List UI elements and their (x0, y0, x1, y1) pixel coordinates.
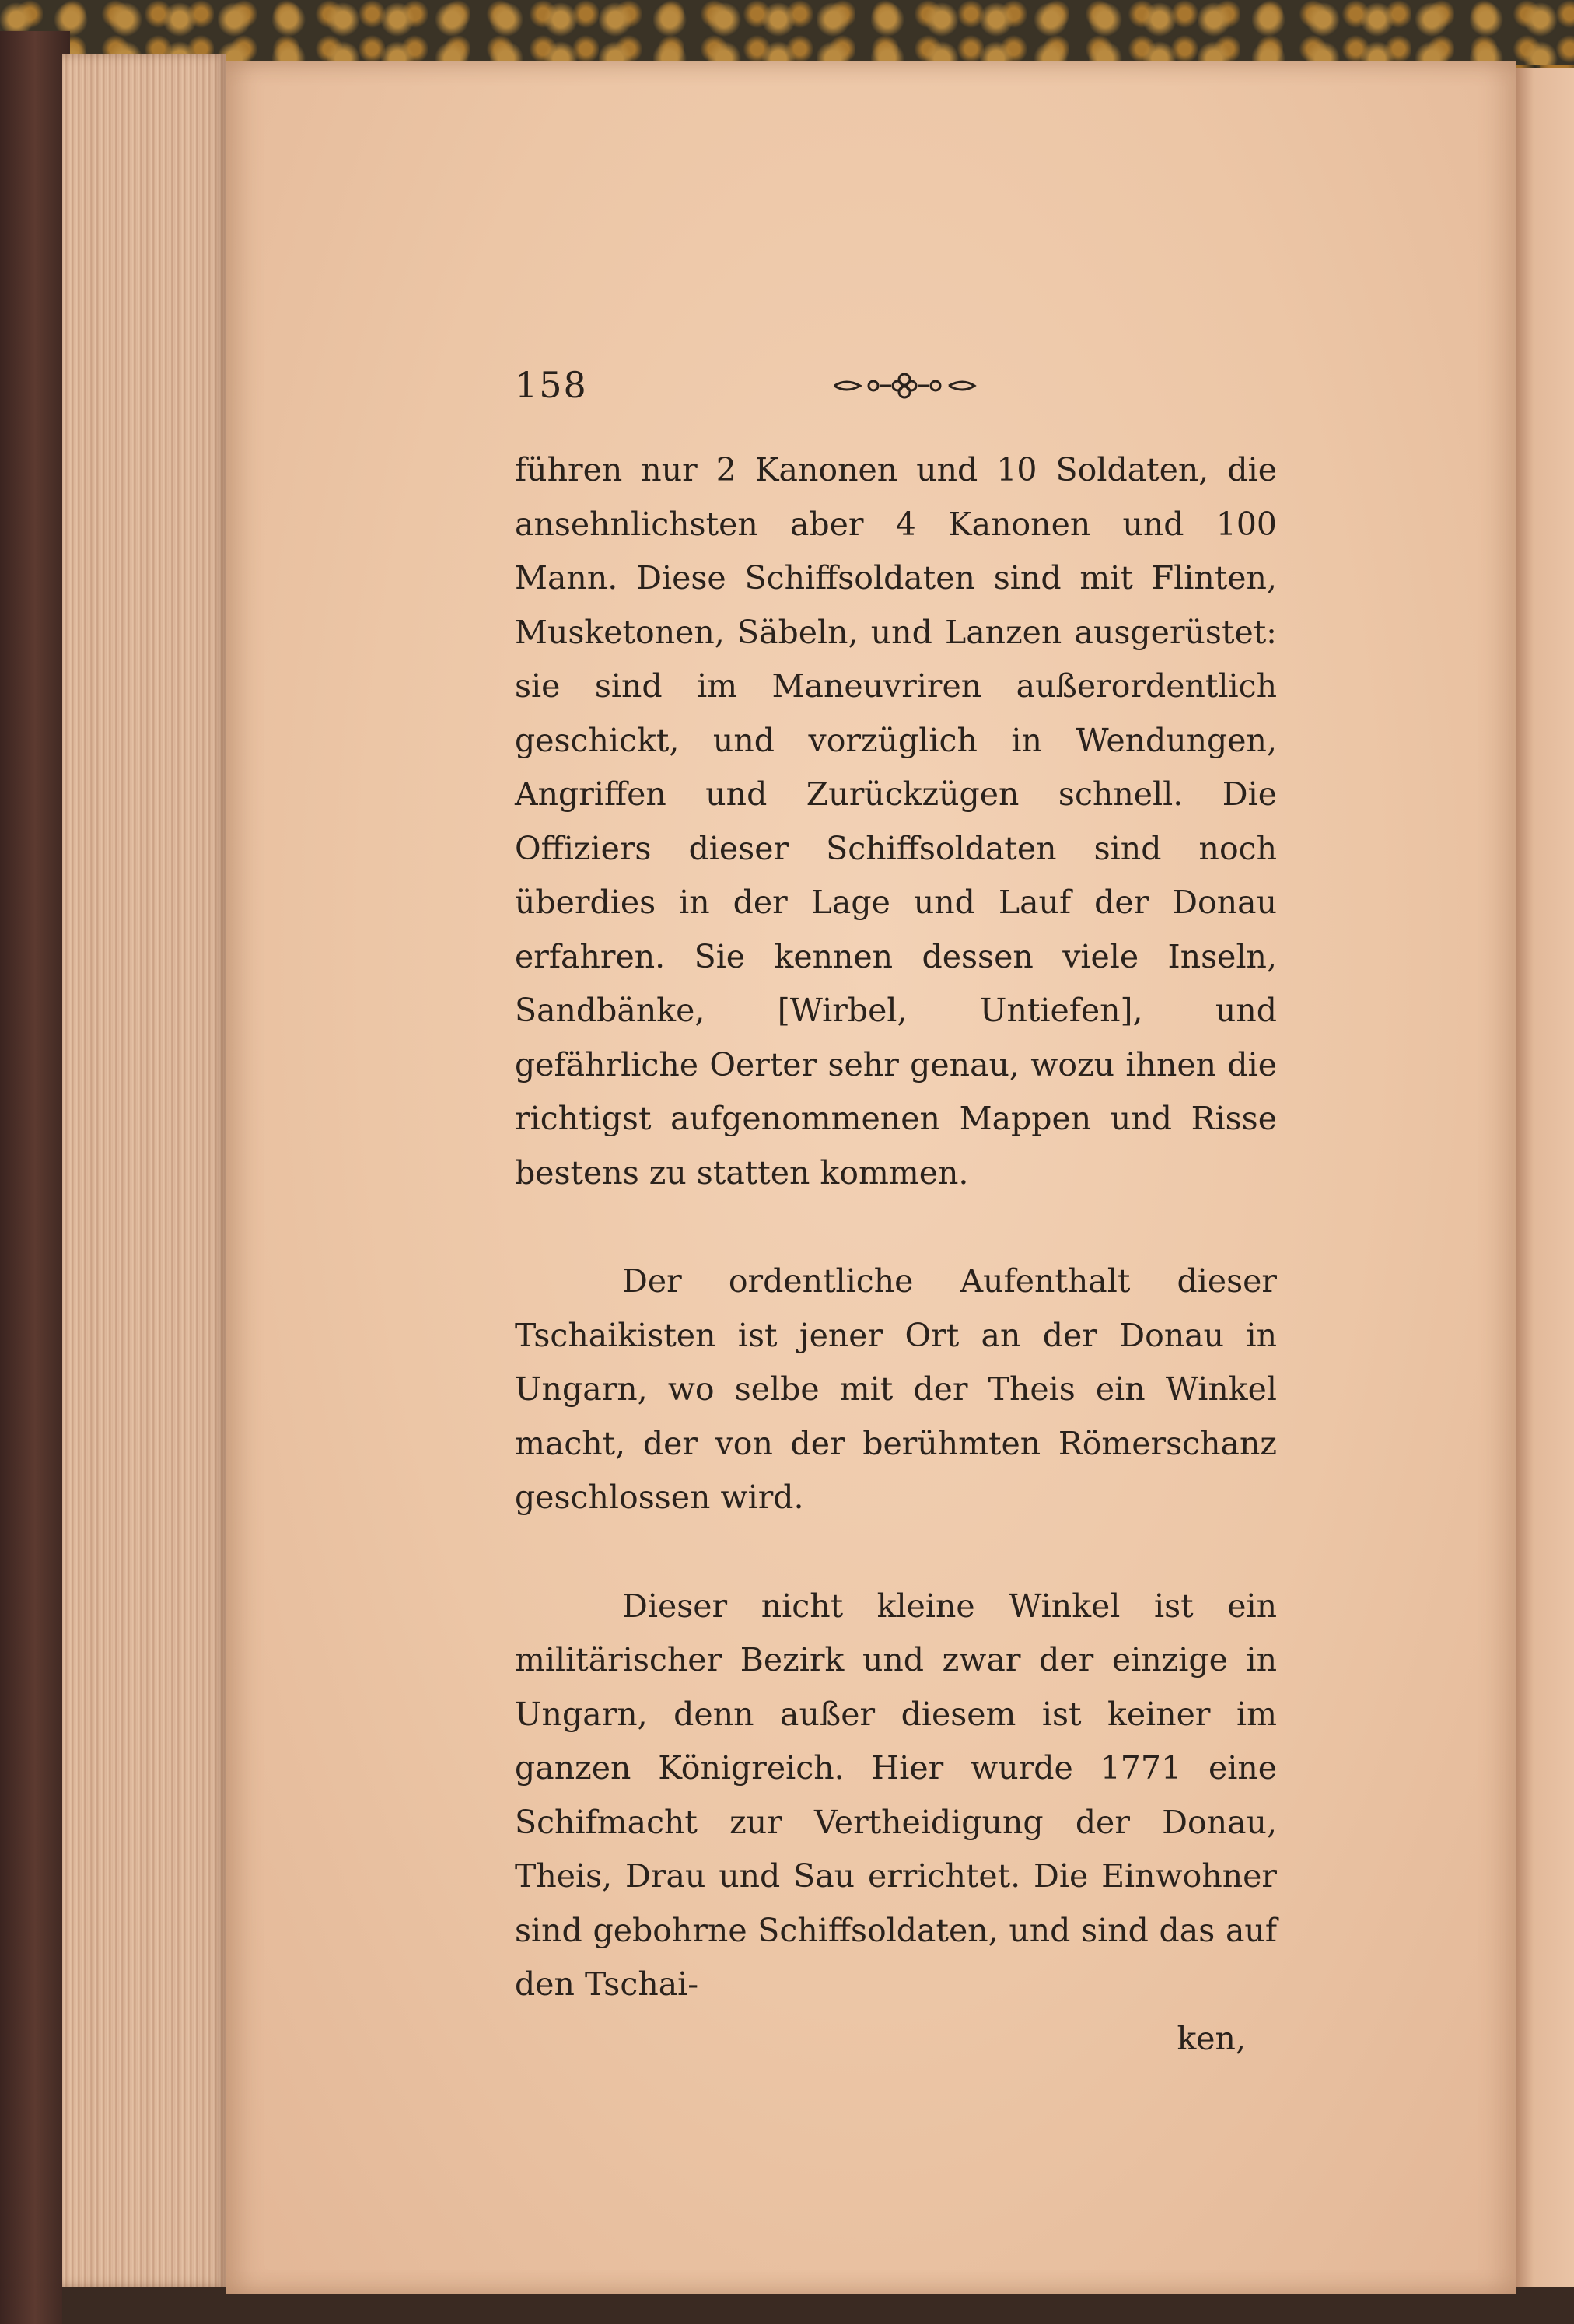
paragraph-3: Dieser nicht kleine Winkel ist ein militärischer Bezirk und zwar der einzige in Ungarn, denn außer diesem ist keiner im ganzen Königreich. Hier wurde 1771 eine Schifmacht zur Vertheidigung der Donau, Theis, Drau und Sau errichtet. Die Einwohner sind gebohrne Schiffsoldaten, und sind das auf den Tschai- (515, 1587, 1277, 2003)
paragraph-gap (515, 1525, 1277, 1580)
cover-top-edge (0, 0, 1574, 65)
page-number: 158 (515, 364, 588, 406)
catchword: ken, (1177, 2019, 1246, 2057)
paragraph-gap (515, 1200, 1277, 1255)
paragraph-2: Der ordentliche Aufenthalt dieser Tschaikisten ist jener Ort an der Donau in Ungarn, wo selbe mit der Theis ein Winkel macht, der von der berühmten Römerschanz geschlossen wird. (515, 1262, 1277, 1516)
page-text-block (515, 443, 1277, 2066)
leather-spine (0, 31, 70, 2324)
page-edges-stack (62, 54, 226, 2287)
facing-page-edge (1516, 68, 1574, 2294)
paragraph-1: führen nur 2 Kanonen und 10 Soldaten, die ansehnlichsten aber 4 Kanonen und 100 Mann. Diese Schiffsoldaten sind mit Flinten, Musketonen, Säbeln, und Lanzen ausgerüstet: sie sind im Maneuvriren außerordentlich geschickt, und vorzüglich in Wendungen, Angriffen und Zurückzügen schnell. Die Offiziers dieser Schiffsoldaten sind noch überdies in der Lage und Lauf der Donau erfahren. Sie kennen dessen viele Inseln, Sandbänke, [Wirbel, Untiefen], und gefährliche Oerter sehr genau, wozu ihnen die richtigst aufgenommenen Mappen und Risse bestens zu statten kommen. (515, 451, 1277, 1192)
fleuron-ornament-icon (831, 372, 978, 400)
